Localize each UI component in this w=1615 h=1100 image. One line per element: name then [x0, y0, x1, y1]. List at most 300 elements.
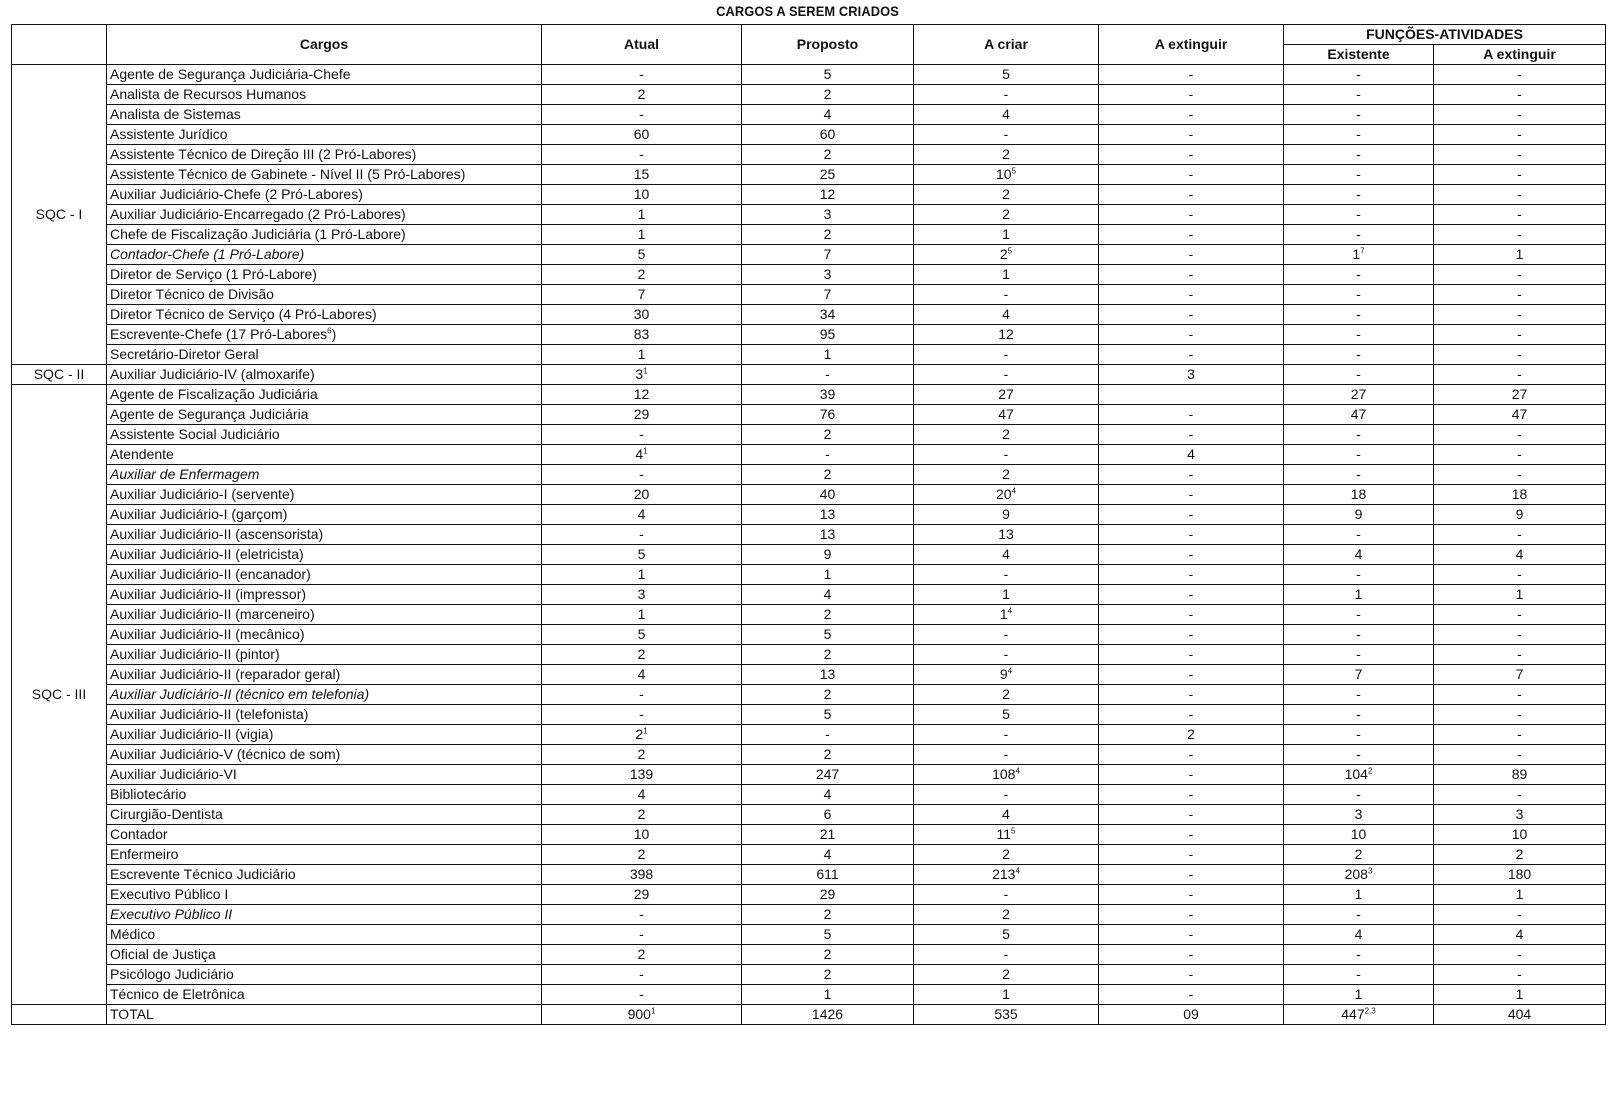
- cargo-name: Auxiliar Judiciário-II (eletricista): [110, 546, 304, 562]
- cell-value: 1: [1515, 886, 1524, 902]
- cell-value: -: [1517, 346, 1522, 362]
- cell-proposto: [742, 985, 914, 1005]
- cell-a-extinguir: [1099, 425, 1284, 445]
- cell-value: 1: [1002, 986, 1010, 1002]
- cell-value: 4: [637, 506, 646, 522]
- cell-value: 2: [1515, 846, 1524, 862]
- cell-fa-extinguir: [1434, 265, 1606, 285]
- cell-a-criar: [914, 305, 1099, 325]
- cargo-name: Auxiliar Judiciário-II (telefonista): [110, 706, 309, 722]
- cell-value: 3: [1187, 366, 1195, 382]
- cell-value: 10: [1350, 826, 1367, 842]
- cell-cargo: [107, 565, 542, 585]
- cell-existente: [1284, 885, 1434, 905]
- cell-a-criar: [914, 465, 1099, 485]
- cell-fa-extinguir: [1434, 385, 1606, 405]
- cell-value: 13: [819, 526, 836, 542]
- table-row: [12, 345, 1606, 365]
- cell-a-criar: [914, 685, 1099, 705]
- cell-atual: [542, 165, 742, 185]
- cargo-name: Diretor Técnico de Serviço (4 Pró-Labores): [110, 306, 377, 322]
- cell-value: -: [1356, 366, 1361, 382]
- cell-a-extinguir: [1099, 765, 1284, 785]
- cell-proposto: [742, 965, 914, 985]
- footnote-marker: 4: [1011, 486, 1017, 496]
- cell-cargo: [107, 65, 542, 85]
- cargo-name: Enfermeiro: [110, 846, 179, 862]
- cell-value: 13: [819, 506, 836, 522]
- cell-value: 4: [823, 846, 832, 862]
- cell-proposto: [742, 485, 914, 505]
- cell-a-extinguir: [1099, 665, 1284, 685]
- cell-cargo: [107, 845, 542, 865]
- cell-proposto: [742, 865, 914, 885]
- footnote-marker: 2: [1367, 766, 1373, 776]
- table-row: [12, 785, 1606, 805]
- cell-a-criar: [914, 785, 1099, 805]
- table-row: [12, 385, 1606, 405]
- cell-proposto: [742, 185, 914, 205]
- cell-a-extinguir: [1099, 645, 1284, 665]
- cell-proposto: [742, 605, 914, 625]
- cell-fa-extinguir: [1434, 665, 1606, 685]
- cell-value: 4: [823, 106, 832, 122]
- cell-existente: [1284, 345, 1434, 365]
- cell-existente: [1284, 165, 1434, 185]
- cell-a-criar: [914, 725, 1099, 745]
- cell-atual: [542, 65, 742, 85]
- cell-a-extinguir: [1099, 485, 1284, 505]
- cell-value: 2: [1002, 206, 1010, 222]
- total-cell-existente: [1284, 1005, 1434, 1025]
- cell-fa-extinguir: [1434, 505, 1606, 525]
- cell-cargo: [107, 885, 542, 905]
- cell-proposto: [742, 625, 914, 645]
- header-cargos: Cargos: [107, 25, 542, 65]
- cell-cargo: [107, 445, 542, 465]
- cell-value: 10: [1511, 826, 1528, 842]
- cargo-name: Analista de Recursos Humanos: [110, 86, 307, 102]
- cell-value: -: [1356, 346, 1361, 362]
- table-row: [12, 545, 1606, 565]
- cell-value: 4: [1354, 546, 1363, 562]
- cell-value: 7: [1354, 666, 1363, 682]
- cell-value: 15: [633, 166, 650, 182]
- cell-value: -: [1188, 886, 1194, 902]
- cell-existente: [1284, 405, 1434, 425]
- cell-atual: [542, 725, 742, 745]
- cell-existente: [1284, 545, 1434, 565]
- table-row: [12, 845, 1606, 865]
- footnote-marker: 1: [643, 366, 648, 376]
- cell-a-criar: [914, 805, 1099, 825]
- cell-atual: [542, 545, 742, 565]
- cell-value: 1426: [811, 1006, 844, 1022]
- cell-value: -: [1356, 266, 1361, 282]
- cell-atual: [542, 945, 742, 965]
- cell-a-extinguir: [1099, 725, 1284, 745]
- cell-value: -: [1188, 786, 1194, 802]
- cell-value: -: [1356, 286, 1361, 302]
- cell-value: 5: [823, 626, 832, 642]
- cell-value: -: [1188, 746, 1194, 762]
- cell-proposto: [742, 925, 914, 945]
- cell-value: 9: [999, 666, 1008, 682]
- cargo-name-suffix: ): [331, 326, 337, 342]
- cell-value: 1: [823, 986, 832, 1002]
- cell-proposto: [742, 125, 914, 145]
- cell-proposto: [742, 665, 914, 685]
- cell-cargo: [107, 685, 542, 705]
- cell-a-extinguir: [1099, 545, 1284, 565]
- table-row: [12, 585, 1606, 605]
- cell-value: -: [639, 906, 644, 922]
- cell-proposto: [742, 885, 914, 905]
- cell-value: 7: [823, 286, 832, 302]
- cell-a-criar: [914, 125, 1099, 145]
- cell-value: -: [1356, 966, 1361, 982]
- table-row: [12, 705, 1606, 725]
- cell-a-criar: [914, 885, 1099, 905]
- table-row: [12, 445, 1606, 465]
- cell-value: -: [1517, 86, 1522, 102]
- cell-value: 20: [995, 486, 1012, 502]
- cell-cargo: [107, 205, 542, 225]
- footnote-marker: 1: [643, 726, 648, 736]
- cell-atual: [542, 305, 742, 325]
- cell-value: 2: [1002, 846, 1010, 862]
- cell-value: 3: [1515, 806, 1524, 822]
- cell-a-extinguir: [1099, 125, 1284, 145]
- cell-existente: [1284, 845, 1434, 865]
- cell-value: 611: [816, 866, 839, 882]
- cell-value: 2: [823, 946, 832, 962]
- cell-value: 1: [999, 606, 1008, 622]
- footnote-marker: 4: [1007, 666, 1013, 676]
- cell-a-criar: [914, 285, 1099, 305]
- cell-atual: [542, 285, 742, 305]
- cell-value: -: [1517, 626, 1522, 642]
- cargo-name: Auxiliar de Enfermagem: [110, 466, 260, 482]
- cell-a-extinguir: [1099, 705, 1284, 725]
- cell-existente: [1284, 105, 1434, 125]
- cell-fa-extinguir: [1434, 625, 1606, 645]
- cell-a-criar: [914, 645, 1099, 665]
- cell-proposto: [742, 225, 914, 245]
- cell-value: 1: [637, 346, 646, 362]
- cell-value: -: [1356, 566, 1361, 582]
- cargo-name: Auxiliar Judiciário-II (vigia): [110, 726, 274, 742]
- cell-value: 2: [823, 746, 832, 762]
- cell-fa-extinguir: [1434, 345, 1606, 365]
- cell-value: -: [1188, 826, 1194, 842]
- cell-value: -: [825, 726, 830, 742]
- cell-cargo: [107, 985, 542, 1005]
- cell-a-extinguir: [1099, 465, 1284, 485]
- cell-value: -: [1517, 126, 1522, 142]
- cell-a-extinguir: [1099, 905, 1284, 925]
- cell-existente: [1284, 785, 1434, 805]
- cell-value: -: [639, 926, 644, 942]
- cell-value: 2: [823, 966, 832, 982]
- cell-cargo: [107, 365, 542, 385]
- cell-value: 2: [1002, 466, 1010, 482]
- table-row: [12, 805, 1606, 825]
- cell-fa-extinguir: [1434, 325, 1606, 345]
- cell-value: 1: [1354, 586, 1363, 602]
- cell-fa-extinguir: [1434, 65, 1606, 85]
- cell-value: 1: [1352, 246, 1361, 262]
- cell-proposto: [742, 945, 914, 965]
- cell-fa-extinguir: [1434, 645, 1606, 665]
- cell-value: -: [825, 446, 830, 462]
- cell-atual: [542, 925, 742, 945]
- cell-value: 2: [823, 86, 832, 102]
- cell-atual: [542, 145, 742, 165]
- cell-value: 34: [819, 306, 836, 322]
- cell-cargo: [107, 865, 542, 885]
- cell-value: 18: [1350, 486, 1367, 502]
- cell-value: -: [1517, 326, 1522, 342]
- cell-atual: [542, 245, 742, 265]
- cell-value: 09: [1183, 1006, 1199, 1022]
- cell-value: 139: [629, 766, 654, 782]
- cell-value: -: [1517, 286, 1522, 302]
- cell-a-extinguir: [1099, 405, 1284, 425]
- cell-value: 10: [633, 826, 650, 842]
- cell-atual: [542, 225, 742, 245]
- cell-value: 2: [637, 846, 646, 862]
- cell-cargo: [107, 145, 542, 165]
- cell-value: 1: [1002, 266, 1010, 282]
- cell-value: -: [1517, 686, 1522, 702]
- cargo-name: Auxiliar Judiciário-II (ascensorista): [110, 526, 324, 542]
- cell-value: -: [639, 986, 644, 1002]
- cell-value: -: [1003, 746, 1009, 762]
- cell-atual: [542, 525, 742, 545]
- cargo-name: Psicólogo Judiciário: [110, 966, 234, 982]
- cell-existente: [1284, 985, 1434, 1005]
- cargo-name: Escrevente-Chefe (17 Pró-Labores: [110, 326, 328, 342]
- cell-value: -: [1188, 766, 1194, 782]
- cell-a-extinguir: [1099, 345, 1284, 365]
- cell-value: -: [1188, 186, 1194, 202]
- cell-atual: [542, 685, 742, 705]
- cell-value: 2: [823, 466, 832, 482]
- cell-existente: [1284, 685, 1434, 705]
- cell-value: -: [1517, 966, 1522, 982]
- cell-cargo: [107, 725, 542, 745]
- cargo-name: Auxiliar Judiciário-IV (almoxarife): [110, 366, 315, 382]
- cell-value: -: [1188, 346, 1194, 362]
- cell-value: 4: [823, 586, 832, 602]
- cell-proposto: [742, 905, 914, 925]
- cell-a-extinguir: [1099, 105, 1284, 125]
- cell-value: -: [1356, 626, 1361, 642]
- cargo-name: Contador: [110, 826, 168, 842]
- cell-fa-extinguir: [1434, 845, 1606, 865]
- cell-existente: [1284, 705, 1434, 725]
- cell-fa-extinguir: [1434, 165, 1606, 185]
- cell-value: -: [1003, 566, 1009, 582]
- table-row: [12, 885, 1606, 905]
- cell-a-criar: [914, 145, 1099, 165]
- total-cell-proposto: [742, 1005, 914, 1025]
- cell-value: -: [1356, 646, 1361, 662]
- cell-a-criar: [914, 405, 1099, 425]
- cell-value: 2: [823, 426, 832, 442]
- cell-a-extinguir: [1099, 225, 1284, 245]
- cell-value: 1: [1515, 586, 1524, 602]
- table-row: [12, 365, 1606, 385]
- cell-existente: [1284, 65, 1434, 85]
- cell-value: -: [1517, 946, 1522, 962]
- cell-cargo: [107, 765, 542, 785]
- cell-a-criar: [914, 445, 1099, 465]
- cell-atual: [542, 965, 742, 985]
- cargo-name: Auxiliar Judiciário-II (reparador geral): [110, 666, 341, 682]
- cell-fa-extinguir: [1434, 525, 1606, 545]
- cell-value: -: [1517, 786, 1522, 802]
- cell-a-extinguir: [1099, 205, 1284, 225]
- cell-value: -: [1356, 206, 1361, 222]
- cargo-name: Auxiliar Judiciário-I (servente): [110, 486, 295, 502]
- cell-value: 4: [637, 666, 646, 682]
- cargo-name: Auxiliar Judiciário-V (técnico de som): [110, 746, 341, 762]
- cargo-name: Agente de Segurança Judiciária: [110, 406, 309, 422]
- cargo-name: Auxiliar Judiciário-II (pintor): [110, 646, 280, 662]
- cargo-name: Diretor Técnico de Divisão: [110, 286, 274, 302]
- cell-value: -: [639, 706, 644, 722]
- cell-value: 4: [1354, 926, 1363, 942]
- cell-a-extinguir: [1099, 625, 1284, 645]
- cell-fa-extinguir: [1434, 405, 1606, 425]
- cell-atual: [542, 265, 742, 285]
- cell-a-extinguir: [1099, 85, 1284, 105]
- cell-existente: [1284, 245, 1434, 265]
- cell-value: -: [1356, 326, 1361, 342]
- cell-proposto: [742, 565, 914, 585]
- cell-fa-extinguir: [1434, 445, 1606, 465]
- cell-proposto: [742, 105, 914, 125]
- cell-cargo: [107, 125, 542, 145]
- cargo-name: Executivo Público I: [110, 886, 229, 902]
- cell-cargo: [107, 945, 542, 965]
- cell-fa-extinguir: [1434, 485, 1606, 505]
- cell-value: -: [1517, 606, 1522, 622]
- cell-existente: [1284, 365, 1434, 385]
- cell-cargo: [107, 705, 542, 725]
- cell-a-extinguir: [1099, 385, 1284, 405]
- table-row: [12, 685, 1606, 705]
- cell-value: -: [1356, 446, 1361, 462]
- cell-value: -: [1356, 726, 1361, 742]
- cell-a-criar: [914, 905, 1099, 925]
- cell-a-criar: [914, 705, 1099, 725]
- cell-atual: [542, 705, 742, 725]
- cell-cargo: [107, 625, 542, 645]
- footnote-marker: 5: [1011, 826, 1016, 836]
- cell-value: 10: [633, 186, 650, 202]
- cell-a-extinguir: [1099, 785, 1284, 805]
- cell-value: 2: [637, 746, 646, 762]
- cell-value: 9: [1002, 506, 1010, 522]
- cell-value: -: [1517, 466, 1522, 482]
- cell-proposto: [742, 365, 914, 385]
- cell-existente: [1284, 465, 1434, 485]
- cell-proposto: [742, 325, 914, 345]
- table-row: [12, 925, 1606, 945]
- cell-fa-extinguir: [1434, 785, 1606, 805]
- cell-cargo: [107, 525, 542, 545]
- cargo-name: Auxiliar Judiciário-VI: [110, 766, 237, 782]
- cell-fa-extinguir: [1434, 605, 1606, 625]
- cargo-name: Auxiliar Judiciário-Encarregado (2 Pró-Labores): [110, 206, 406, 222]
- cell-value: 30: [633, 306, 650, 322]
- cell-value: 40: [819, 486, 836, 502]
- cell-value: -: [1356, 226, 1361, 242]
- total-group-cell: [12, 1005, 107, 1025]
- cell-a-criar: [914, 525, 1099, 545]
- cell-value: -: [1003, 886, 1009, 902]
- cell-cargo: [107, 585, 542, 605]
- cell-value: -: [1356, 66, 1361, 82]
- cell-a-criar: [914, 165, 1099, 185]
- cell-value: 4: [823, 786, 832, 802]
- total-cell-fa-extinguir: [1434, 1005, 1606, 1025]
- cell-proposto: [742, 85, 914, 105]
- cell-value: 180: [1507, 866, 1532, 882]
- cell-value: -: [1517, 566, 1522, 582]
- cell-a-extinguir: [1099, 165, 1284, 185]
- cell-value: -: [1188, 246, 1194, 262]
- cell-cargo: [107, 745, 542, 765]
- cell-value: -: [1356, 166, 1361, 182]
- cell-value: -: [1003, 346, 1009, 362]
- cell-value: 4: [1002, 306, 1010, 322]
- cell-cargo: [107, 405, 542, 425]
- cell-value: 404: [1507, 1006, 1532, 1022]
- cell-value: 10: [995, 166, 1012, 182]
- cell-atual: [542, 825, 742, 845]
- cell-proposto: [742, 65, 914, 85]
- cell-value: -: [1356, 426, 1361, 442]
- table-row: [12, 185, 1606, 205]
- cell-fa-extinguir: [1434, 245, 1606, 265]
- cell-value: -: [1003, 726, 1009, 742]
- cell-value: 9: [1515, 506, 1524, 522]
- cargo-name: Assistente Técnico de Direção III (2 Pró-Labores): [110, 146, 417, 162]
- cell-atual: [542, 745, 742, 765]
- cell-proposto: [742, 525, 914, 545]
- cell-existente: [1284, 965, 1434, 985]
- cell-value: 95: [819, 326, 836, 342]
- table-row: [12, 465, 1606, 485]
- cell-value: 13: [819, 666, 836, 682]
- cell-value: -: [1188, 286, 1194, 302]
- cell-value: -: [1188, 966, 1194, 982]
- footnote-marker: 5: [1007, 246, 1013, 256]
- cell-value: -: [1188, 486, 1194, 502]
- cell-atual: [542, 905, 742, 925]
- cell-fa-extinguir: [1434, 285, 1606, 305]
- cell-value: -: [1188, 526, 1194, 542]
- cell-existente: [1284, 725, 1434, 745]
- cell-value: -: [1188, 546, 1194, 562]
- group-label: SQC - I: [12, 65, 107, 365]
- cargo-name: Cirurgião-Dentista: [110, 806, 223, 822]
- cell-value: -: [1188, 666, 1194, 682]
